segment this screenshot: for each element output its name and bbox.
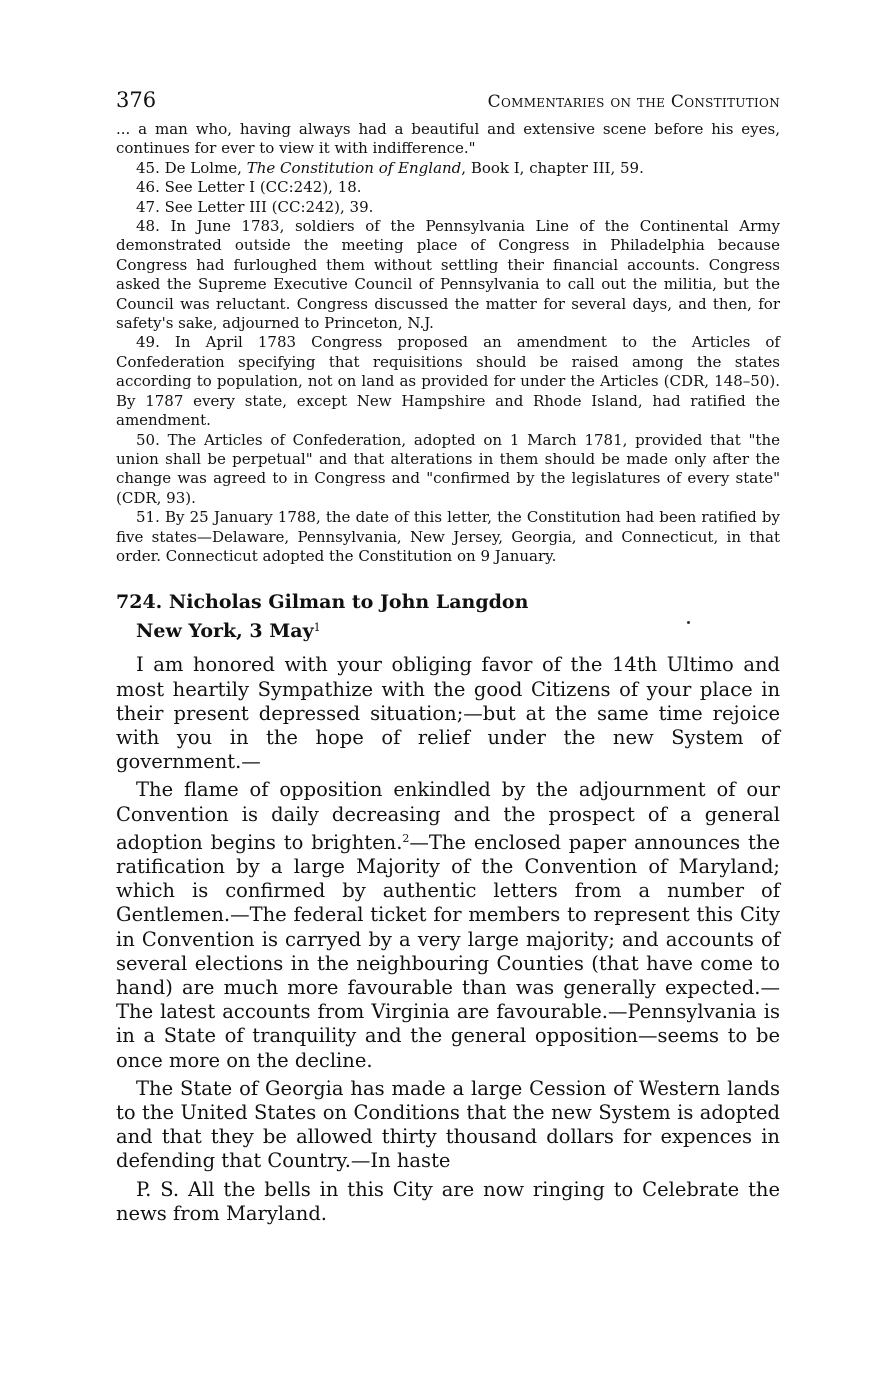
note-51: 51. By 25 January 1788, the date of this letter, the Constitution had been ratified by five states—Delaware, Pennsylvania, New Jersey, Georgia, and Connecticut, in that order. Connecticut adopted the Constitution on 9 January. bbox=[116, 508, 780, 565]
note-continuation: ... a man who, having always had a beautiful and extensive scene before his eyes, continues for ever to view it with indifference." bbox=[116, 120, 780, 158]
page-header bbox=[116, 88, 780, 112]
note-49: 49. In April 1783 Congress proposed an amendment to the Articles of Confederation specifying that requisitions should be raised among the states according to population, not on land as provided for under the Articles (CDR, 148–50). By 1787 every state, except New Hampshire and Rhode Island, had ratified the amendment. bbox=[116, 333, 780, 430]
postscript: P. S. All the bells in this City are now ringing to Celebrate the news from Maryland. bbox=[116, 1177, 780, 1225]
page-number: 376 bbox=[116, 88, 157, 112]
note-46: 46. See Letter I (CC:242), 18. bbox=[136, 178, 362, 197]
book-title: The Constitution of England bbox=[246, 158, 462, 177]
document-title: 724. Nicholas Gilman to John Langdon bbox=[116, 591, 529, 614]
note-50: 50. The Articles of Confederation, adopted on 1 March 1781, provided that "the union shall be perpetual" and that alterations in them should be made only after the change was agreed to in Congress and "confirmed by the legislatures of every state" (CDR, 93). bbox=[116, 430, 780, 507]
running-head: Commentaries on the Constitution bbox=[487, 92, 780, 112]
letter-body bbox=[116, 653, 780, 1226]
letter-paragraph: The flame of opposition enkindled by the adjournment of our Convention is daily decreasing and the prospect of a general adoption begins to brighten.$^2$—The enclosed paper announces the ratification by a large Majority of the Convention of Maryland; which is confirmed by authentic letters from a number of Gentlemen.—The federal ticket for members to represent this City in Convention is carryed by a very large majority; and accounts of several elections in the neighbouring Counties (that have come to hand) are much more favourable than was generally expected.—The latest accounts from Virginia are favourable.—Pennsylvania is in a State of tranquility and the general opposition—seems to be once more on the decline. bbox=[116, 778, 780, 1072]
note-48: 48. In June 1783, soldiers of the Pennsylvania Line of the Continental Army demonstrated outside the meeting place of Congress in Philadelphia because Congress had furloughed them without settling their financial accounts. Congress asked the Supreme Executive Council of Pennsylvania to call out the militia, but the Council was reluctant. Congress discussed the matter for several days, and then, for safety's sake, adjourned to Princeton, N.J. bbox=[116, 217, 780, 333]
document-heading bbox=[116, 590, 780, 644]
stray-mark bbox=[687, 621, 690, 624]
endnotes bbox=[116, 120, 780, 566]
document-place-date: New York, 3 May$^1$ bbox=[136, 620, 321, 643]
note-45: 45. De Lolme, The Constitution of England, Book I, chapter III, 59. bbox=[136, 158, 644, 177]
letter-paragraph: The State of Georgia has made a large Cession of Western lands to the United States on Conditions that the new System is adopted and that they be allowed thirty thousand dollars for expences in defending that Country.—In haste bbox=[116, 1076, 780, 1173]
book-page bbox=[116, 88, 780, 1226]
footnote-ref: 2 bbox=[402, 831, 410, 845]
footnote-ref: 1 bbox=[313, 621, 321, 635]
letter-paragraph: I am honored with your obliging favor of the 14th Ultimo and most heartily Sympathize with the good Citizens of your place in their present depressed situation;—but at the same time rejoice with you in the hope of relief under the new System of government.— bbox=[116, 653, 780, 774]
note-47: 47. See Letter III (CC:242), 39. bbox=[136, 197, 374, 216]
